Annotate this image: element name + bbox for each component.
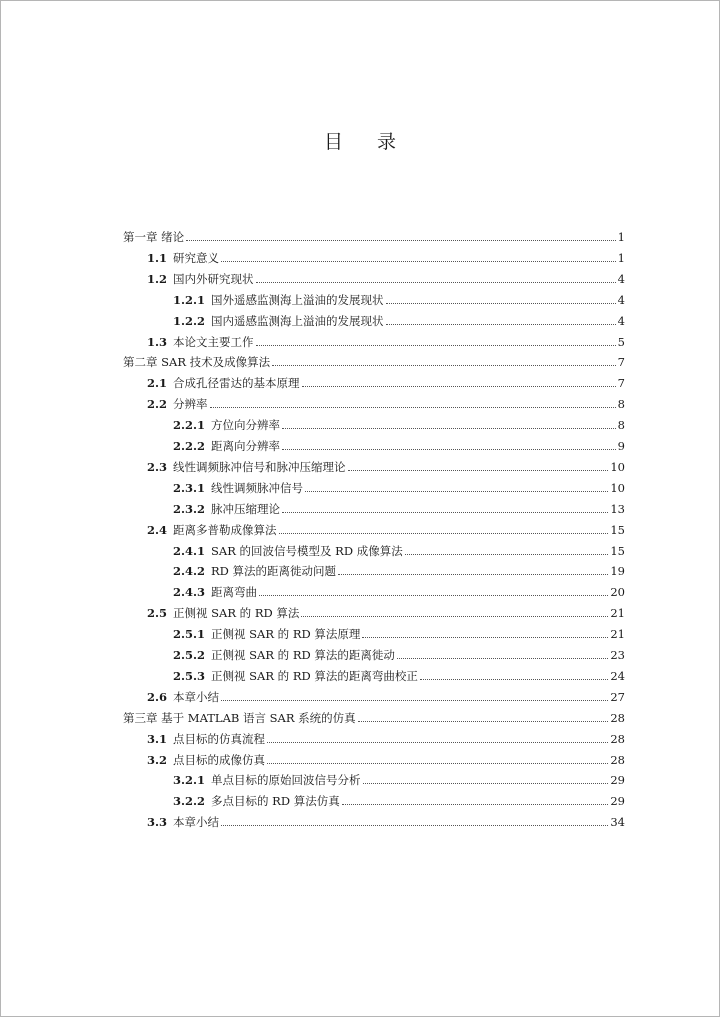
toc-entry-title: 脉冲压缩理论 (211, 501, 281, 516)
toc-entry-title: SAR 的回波信号模型及 RD 成像算法 (211, 543, 403, 558)
toc-entry-title: RD 算法的距离徙动问题 (211, 564, 337, 579)
toc-page-number: 15 (610, 543, 625, 558)
toc-entry-title: 多点目标的 RD 算法仿真 (211, 794, 340, 809)
toc-page-number: 7 (617, 376, 625, 391)
toc-entry[interactable] (173, 412, 625, 432)
toc-entry[interactable] (173, 642, 625, 662)
toc-entry-number: 2.5 (147, 606, 168, 621)
toc-entry[interactable] (123, 349, 625, 369)
toc-dot-leader (272, 365, 616, 366)
toc-entry[interactable] (173, 287, 625, 307)
toc-entry-title: 点目标的成像仿真 (173, 752, 266, 767)
toc-entry-title: 距离弯曲 (211, 585, 258, 600)
toc-entry-number: 2.2 (147, 397, 168, 412)
toc-dot-leader (363, 783, 609, 784)
toc-page-number: 8 (617, 397, 625, 412)
toc-entry[interactable] (147, 245, 625, 265)
toc-entry-title: 点目标的仿真流程 (173, 731, 266, 746)
toc-entry-title: 国内外研究现状 (173, 271, 254, 286)
toc-dot-leader (221, 700, 608, 701)
toc-page-number: 5 (617, 334, 625, 349)
toc-entry-number: 3.2 (147, 752, 168, 767)
toc-page-number: 15 (610, 522, 625, 537)
toc-page-number: 29 (610, 794, 625, 809)
toc-page-number: 4 (617, 292, 625, 307)
toc-entry-number: 1.2 (147, 271, 168, 286)
toc-entry-title: 第一章 绪论 (123, 230, 185, 244)
toc-entry-number: 2.4 (147, 522, 168, 537)
toc-entry-number: 2.5.2 (173, 648, 206, 662)
toc-entry[interactable] (147, 726, 625, 746)
toc-entry-title: 本章小结 (173, 815, 220, 830)
toc-entry-title: 分辨率 (173, 397, 208, 412)
toc-dot-leader (302, 386, 616, 387)
toc-entry-number: 2.2.1 (173, 418, 206, 433)
toc-page-number: 8 (617, 418, 625, 433)
toc-page-number: 20 (610, 585, 625, 600)
toc-entry-title: 单点目标的原始回波信号分析 (211, 773, 361, 788)
toc-entry-title: 正侧视 SAR 的 RD 算法的距离弯曲校正 (211, 668, 418, 683)
toc-entry[interactable] (173, 788, 625, 808)
toc-dot-leader (221, 825, 608, 826)
toc-entry-number: 3.3 (147, 815, 168, 830)
toc-entry[interactable] (173, 663, 625, 683)
toc-dot-leader (282, 512, 608, 513)
toc-dot-leader (386, 324, 616, 325)
toc-page-number: 19 (610, 564, 625, 579)
toc-page-number: 28 (610, 710, 625, 725)
toc-entry[interactable] (147, 266, 625, 286)
toc-entry-title: 国外遥感监测海上溢油的发展现状 (211, 292, 384, 307)
toc-entry[interactable] (173, 538, 625, 558)
toc-page-number: 10 (610, 480, 625, 495)
toc-page-number: 29 (610, 773, 625, 788)
toc-dot-leader (267, 763, 608, 764)
toc-entry-number: 3.2.1 (173, 773, 206, 788)
toc-dot-leader (210, 407, 616, 408)
toc-page-number: 13 (610, 501, 625, 516)
toc-dot-leader (256, 282, 616, 283)
toc-entry[interactable] (147, 454, 625, 474)
toc-entry[interactable] (173, 433, 625, 453)
toc-dot-leader (282, 449, 616, 450)
toc-dot-leader (386, 303, 616, 304)
toc-entry-title: 合成孔径雷达的基本原理 (173, 376, 300, 391)
toc-entry-number: 1.2.2 (173, 313, 206, 328)
toc-entry-number: 2.3.2 (173, 501, 206, 516)
toc-entry-title: 正侧视 SAR 的 RD 算法 (173, 606, 300, 621)
toc-entry-number: 2.1 (147, 376, 168, 391)
toc-dot-leader (420, 679, 609, 680)
toc-entry-title: 线性调频脉冲信号和脉冲压缩理论 (173, 459, 346, 474)
toc-page-number: 28 (610, 731, 625, 746)
toc-entry-title: 线性调频脉冲信号 (211, 480, 304, 495)
toc-dot-leader (282, 428, 616, 429)
toc-entry-number: 2.2.2 (173, 439, 206, 453)
toc-entry-title: 方位向分辨率 (211, 418, 281, 433)
toc-entry[interactable] (147, 747, 625, 767)
toc-entry-number: 2.5.1 (173, 627, 206, 642)
toc-dot-leader (301, 616, 608, 617)
page-title: 目录 (323, 131, 430, 153)
toc-page-number: 4 (617, 271, 625, 286)
toc-entry[interactable] (147, 391, 625, 411)
toc-dot-leader (362, 637, 608, 638)
toc-entry[interactable] (173, 621, 625, 641)
toc-entry[interactable] (147, 329, 625, 349)
toc-dot-leader (256, 345, 616, 346)
toc-entry-number: 3.2.2 (173, 794, 206, 809)
toc-page-number: 9 (617, 439, 625, 453)
toc-entry-title: 研究意义 (173, 250, 220, 265)
toc-entry-title: 距离向分辨率 (211, 439, 281, 453)
toc-entry[interactable] (123, 705, 625, 725)
toc-entry-number: 2.5.3 (173, 668, 206, 683)
toc-entry-title: 距离多普勒成像算法 (173, 522, 277, 537)
toc-dot-leader (342, 804, 609, 805)
toc-dot-leader (405, 554, 609, 555)
toc-entry[interactable] (147, 517, 625, 537)
toc-entry[interactable] (147, 370, 625, 390)
toc-page-number: 27 (610, 689, 625, 704)
toc-page-number: 23 (610, 648, 625, 662)
toc-page-number: 4 (617, 313, 625, 328)
toc-entry-title: 本论文主要工作 (173, 334, 254, 349)
toc-dot-leader (259, 595, 608, 596)
toc-page-number: 1 (617, 250, 625, 265)
toc-entry-title: 国内遥感监测海上溢油的发展现状 (211, 313, 384, 328)
toc-entry-number: 3.1 (147, 731, 168, 746)
toc-page-number: 1 (617, 230, 625, 244)
toc-entry-number: 2.3.1 (173, 480, 206, 495)
toc-entry[interactable] (147, 809, 625, 829)
toc-dot-leader (221, 261, 616, 262)
toc-page-number: 28 (610, 752, 625, 767)
toc-dot-leader (267, 742, 608, 743)
toc-page-number: 7 (617, 355, 625, 370)
toc-page-number: 21 (610, 627, 625, 642)
toc-entry[interactable] (147, 684, 625, 704)
toc-entry-title: 第二章 SAR 技术及成像算法 (123, 355, 271, 370)
toc-entry-number: 2.4.3 (173, 585, 206, 600)
toc-entry-title: 第三章 基于 MATLAB 语言 SAR 系统的仿真 (123, 710, 356, 725)
toc-entry-number: 1.1 (147, 250, 168, 265)
toc-entry[interactable] (173, 496, 625, 516)
toc-entry-number: 2.6 (147, 689, 168, 704)
toc-page-number: 10 (610, 459, 625, 474)
toc-entry[interactable] (123, 224, 625, 244)
toc-entry[interactable] (173, 767, 625, 787)
toc-entry-title: 正侧视 SAR 的 RD 算法原理 (211, 627, 361, 642)
toc-dot-leader (397, 658, 609, 659)
toc-entry-number: 1.2.1 (173, 292, 206, 307)
toc-entry[interactable] (173, 558, 625, 578)
toc-entry[interactable] (147, 600, 625, 620)
toc-entry-number: 2.4.1 (173, 543, 206, 558)
toc-page-number: 34 (610, 815, 625, 830)
toc-entry-title: 本章小结 (173, 689, 220, 704)
toc-dot-leader (348, 470, 609, 471)
toc-dot-leader (279, 533, 609, 534)
toc-entry-number: 1.3 (147, 334, 168, 349)
toc-page-number: 21 (610, 606, 625, 621)
toc-entry[interactable] (173, 475, 625, 495)
toc-page-number: 24 (610, 668, 625, 683)
toc-dot-leader (358, 721, 609, 722)
toc-entry-number: 2.4.2 (173, 564, 206, 579)
toc-entry[interactable] (173, 308, 625, 328)
toc-entry[interactable] (173, 579, 625, 599)
toc-dot-leader (338, 574, 608, 575)
toc-dot-leader (305, 491, 608, 492)
toc-dot-leader (186, 240, 616, 241)
toc-entry-number: 2.3 (147, 459, 168, 474)
toc-entry-title: 正侧视 SAR 的 RD 算法的距离徙动 (211, 648, 395, 662)
